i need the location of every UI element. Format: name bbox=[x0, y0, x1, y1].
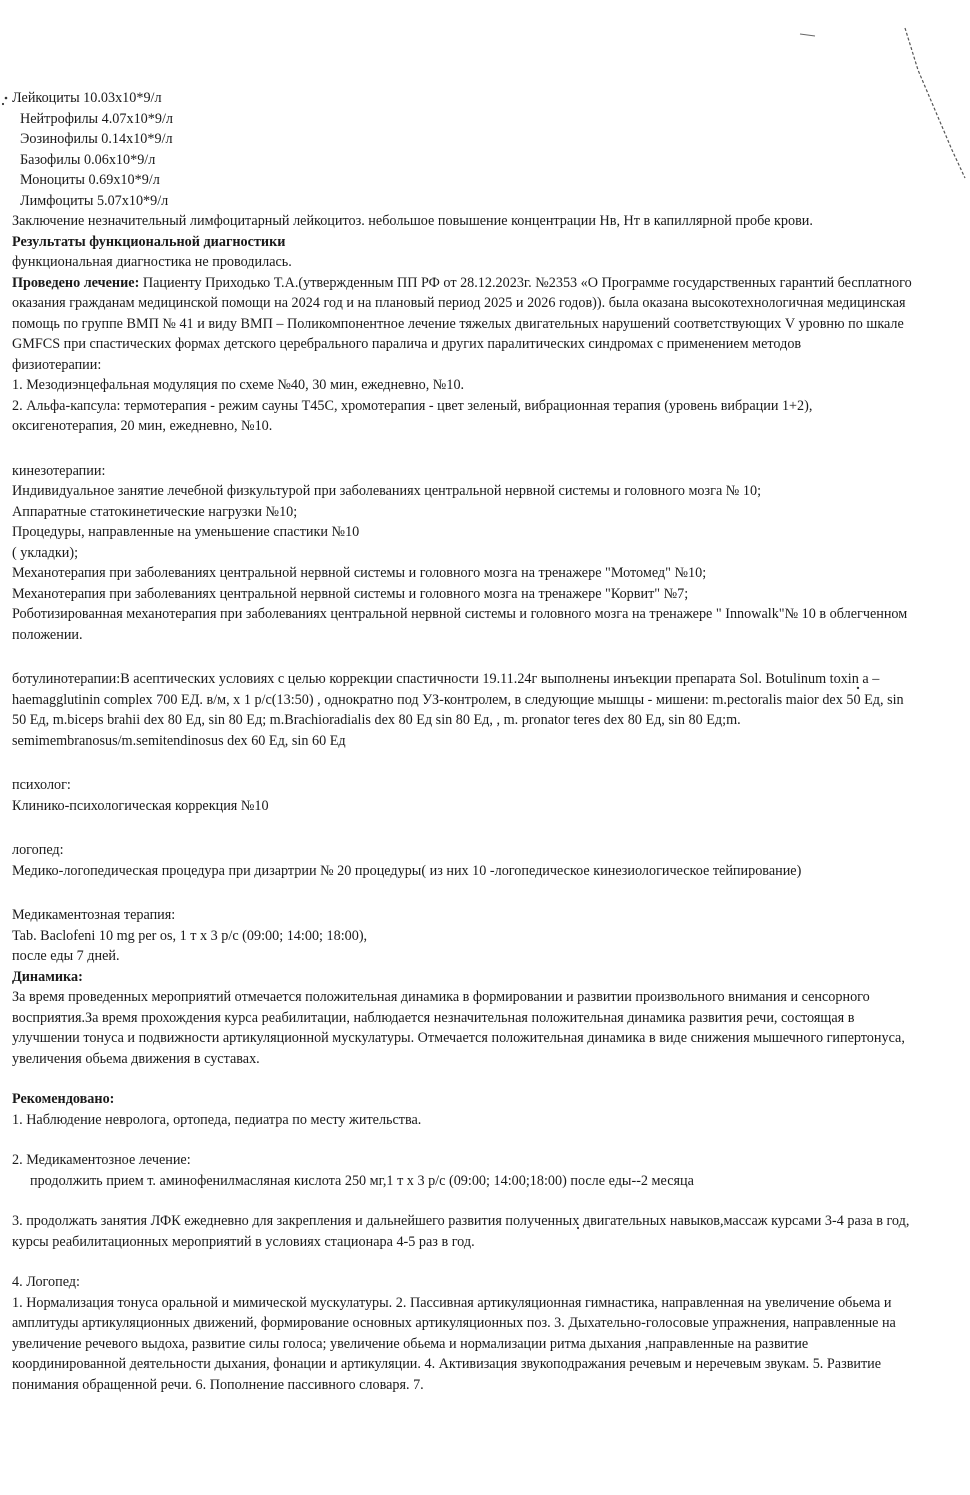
kinezo-item-2: Аппаратные статокинетические нагрузки №10; bbox=[12, 503, 298, 520]
psych-heading: психолог: bbox=[12, 777, 71, 793]
kinezo-item-7: Роботизированная механотерапия при заболеваниях центральной нервной системы и головного мозга на тренажере " Innowalk"№ 10 в облегченном положении. bbox=[12, 606, 908, 643]
physio-item-1: 1. Мезодиэнцефальная модуляция по схеме №40, 30 мин, ежедневно, №10. bbox=[12, 377, 465, 393]
document-page bbox=[12, 88, 917, 1395]
kinezo-item-3: Процедуры, направленные на уменьшение спастики №10 bbox=[12, 524, 360, 540]
recommend-item-2-text: продолжить прием т. аминофенилмасляная кислота 250 мг,1 т х 3 р/с (09:00; 14:00;18:00) после еды--2 месяца bbox=[30, 1172, 694, 1189]
dynamics-text: За время проведенных мероприятий отмечается положительная динамика в формировании и развитии произвольного внимания и сенсорного восприятия.За время прохождения курса реабилитации, наблюдается незначительная положительная динамика развития речи, состоящая в улучшении тонуса и подвижности артикуляционной мускулатуры. Отмечается положительная динамика в виде снижения мышечного гипертонуса, увеличения обьема движения в суставах. bbox=[12, 989, 905, 1067]
kinezo-item-5: Механотерапия при заболеваниях центральной нервной системы и головного мозга на тренажере "Мотомед" №10; bbox=[12, 565, 707, 581]
recommend-item-1: 1. Наблюдение невролога, ортопеда, педиатра по месту жительства. bbox=[12, 1111, 422, 1128]
drugs-heading: Медикаментозная терапия: bbox=[12, 907, 176, 923]
treatment-text: Пациенту Приходько Т.А.(утвержденным ПП РФ от 28.12.2023г. №2353 «О Программе государственных гарантий бесплатного оказания гражданам медицинской помощи на 2024 год и на плановый период 2025 и 2026 годов)). была оказана высокотехнологичная медицинская помощь по группе ВМП № 41 и виду ВМП – Поликомпонентное лечение тяжелых двигательных нарушений соответствующих V уровню по шкале GMFCS при спастических формах детского церебрального паралича и других паралитических синдромах с применением методов bbox=[12, 274, 912, 352]
recommend-heading: Рекомендовано: bbox=[12, 1091, 115, 1107]
scan-speck bbox=[2, 103, 4, 105]
treatment-block bbox=[12, 273, 917, 355]
blood-conclusion: Заключение незначительный лимфоцитарный лейкоцитоз. небольшое повышение концентрации Нв, Нт в капиллярной пробе крови. bbox=[12, 213, 813, 229]
recommend-item-4-heading: 4. Логопед: bbox=[12, 1274, 80, 1290]
blood-line-monocytes: Моноциты 0.69х10*9/л bbox=[20, 172, 160, 188]
blood-line-neutrophils: Нейтрофилы 4.07х10*9/л bbox=[20, 110, 173, 127]
botox-text: ботулинотерапии:В асептических условиях с целью коррекции спастичности 19.11.24г выполнены инъекции препарата Sol. Botulinum toxin a –haemagglutinin complex 700 ЕД. в/м, х 1 р/с(13:50) , однократно под УЗ-контролем, в следующие мышцы - мишени: m.pectoralis maior dex 50 Ед, sin 50 Ед, m.biceps brahii dex 80 Ед, sin 80 Ед; m.Brachioradialis dex 80 Ед sin 80 Ед, , m. pronator teres dex 80 Ед, sin 80 Ед;m. semimembranosus/m.semitendinosus dex 60 Ед, sin 60 Ед bbox=[12, 671, 904, 749]
blood-line-eosinophils: Эозинофилы 0.14х10*9/л bbox=[20, 131, 173, 147]
logo-text: Медико-логопедическая процедура при дизартрии № 20 процедуры( из них 10 -логопедическое кинезиологическое тейпирование) bbox=[12, 862, 802, 879]
psych-text: Клинико-психологическая коррекция №10 bbox=[12, 797, 269, 814]
scan-speck bbox=[800, 34, 815, 36]
drugs-line-2: после еды 7 дней. bbox=[12, 948, 120, 964]
kinezo-item-1: Индивидуальное занятие лечебной физкультурой при заболеваниях центральной нервной системы и головного мозга № 10; bbox=[12, 483, 762, 499]
kinezo-item-4: ( укладки); bbox=[12, 544, 79, 561]
recommend-item-3: 3. продолжать занятия ЛФК ежедневно для закрепления и дальнейшего развития полученных двигательных навыков,массаж курсами 3-4 раза в год, курсы реабилитационных мероприятий в условиях стационара 4-5 раз в год. bbox=[12, 1213, 910, 1250]
functional-heading: Результаты функциональной диагностики bbox=[12, 233, 286, 250]
kinezo-item-6: Механотерапия при заболеваниях центральной нервной системы и головного мозга на тренажере "Корвит" №7; bbox=[12, 585, 689, 602]
physio-item-2: 2. Альфа-капсула: термотерапия - режим сауны Т45С, хромотерапия - цвет зеленый, вибрационная терапия (уровень вибрации 1+2), оксигенотерапия, 20 мин, ежедневно, №10. bbox=[12, 397, 813, 434]
blood-line-lymphocytes: Лимфоциты 5.07х10*9/л bbox=[20, 192, 169, 209]
kinezo-heading: кинезотерапии: bbox=[12, 462, 106, 479]
recommend-item-2-heading: 2. Медикаментозное лечение: bbox=[12, 1152, 191, 1168]
logo-heading: логопед: bbox=[12, 842, 64, 858]
blood-line-basophils: Базофилы 0.06х10*9/л bbox=[20, 151, 156, 168]
treatment-label: Проведено лечение: bbox=[12, 274, 140, 291]
blood-results bbox=[12, 88, 917, 211]
dynamics-heading: Динамика: bbox=[12, 968, 83, 985]
physio-heading: физиотерапии: bbox=[12, 356, 102, 373]
scan-speck bbox=[5, 97, 8, 100]
blood-line-leukocytes: Лейкоциты 10.03х10*9/л bbox=[12, 90, 162, 106]
functional-text: функциональная диагностика не проводилась. bbox=[12, 254, 292, 270]
recommend-item-4-text: 1. Нормализация тонуса оральной и мимической мускулатуры. 2. Пассивная артикуляционная гимнастика, направленная на увеличение обьема и амплитуды артикуляционных движений, формирование основных артикуляционных поз. 3. Дыхательно-голосовые упражнения, направленные на увеличение речевого выдоха, развитие силы голоса; увеличение обьема и нормализации ритма дыхания ,направленные на развитие координированной деятельности дыхания, фонации и артикуляции. 4. Активизация звукоподражания речевым и неречевым звукам. 5. Развитие понимания обращенной речи. 6. Пополнение пассивного словаря. 7. bbox=[12, 1294, 896, 1393]
drugs-line-1: Tab. Baclofeni 10 mg per os, 1 т х 3 р/с (09:00; 14:00; 18:00), bbox=[12, 927, 368, 944]
